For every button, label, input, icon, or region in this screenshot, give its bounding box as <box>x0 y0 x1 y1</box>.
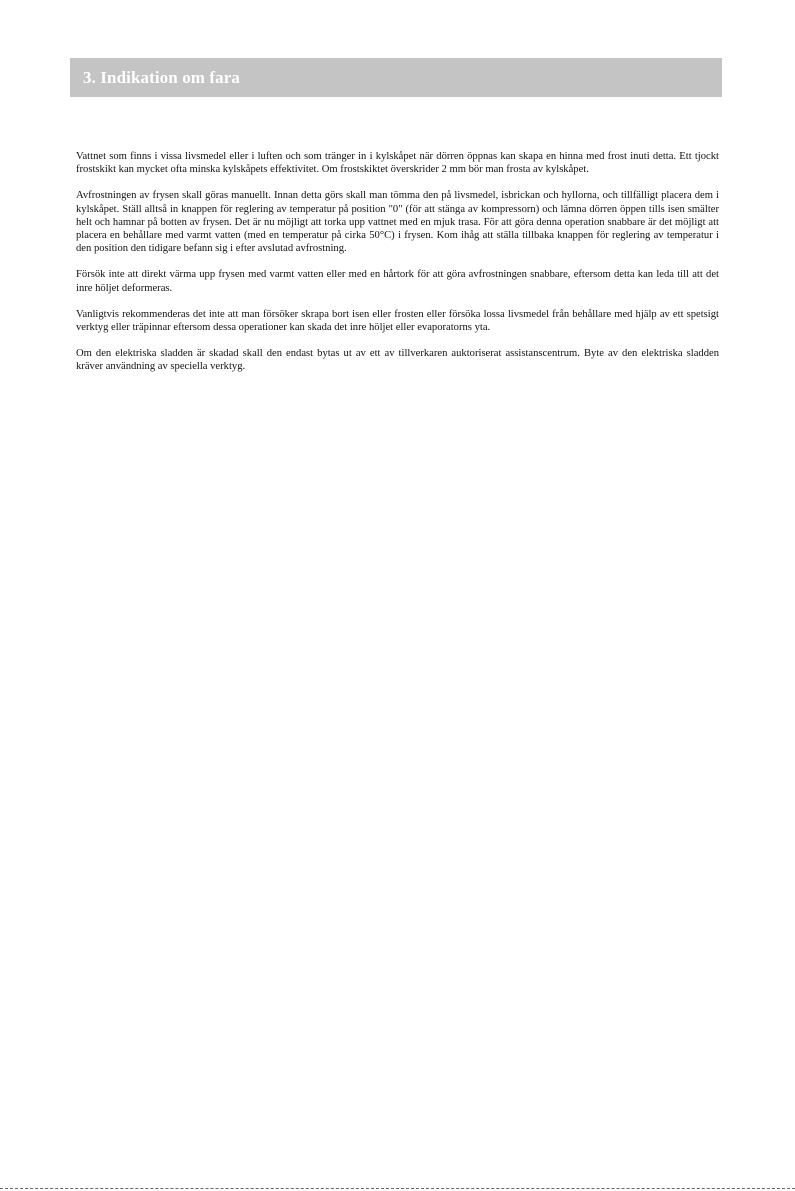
section-title: 3. Indikation om fara <box>83 67 241 87</box>
paragraph-power-cord: Om den elektriska sladden är skadad skall den endast bytas ut av ett av tillverkaren auktoriserat assistanscentrum. Byte av den elektriska sladden kräver användning av speciella verktyg. <box>76 348 719 373</box>
paragraph-no-direct-heating: Försök inte att direkt värma upp frysen med varmt vatten eller med en hårtork för att göra avfrostningen snabbare, eftersom detta kan leda till att det inre höljet deformeras. <box>76 269 719 294</box>
section-header-bar <box>70 58 722 97</box>
document-body <box>76 150 719 387</box>
paragraph-no-scraping: Vanligtvis rekommenderas det inte att man försöker skrapa bort isen eller frosten eller försöka lossa livsmedel från behållare med hjälp av ett spetsigt verktyg eller träpinnar eftersom dessa operationer kan skada det inre höljet eller evaporatorns yta. <box>76 308 719 334</box>
page-bottom-divider <box>0 1188 795 1189</box>
paragraph-defrosting-procedure: Avfrostningen av frysen skall göras manuellt. Innan detta görs skall man tömma den på livsmedel, isbrickan och hyllorna, och tillfälligt placera dem i kylskåpet. Ställ alltså in knappen för reglering av temperatur på position "0" (för att stänga av kompressorn) och lämna dörren öppen tills isen smälter helt och hamnar på botten av frysen. Det är nu möjligt att torka upp vattnet med en mjuk trasa. För att göra denna operation snabbare är det möjligt att placera en behållare med varmt vatten (med en temperatur på cirka 50°C) i frysen. Kom ihåg att ställa tillbaka knappen för reglering av temperatur i den position den tidigare befann sig i efter avslutad avfrostning. <box>76 190 719 255</box>
paragraph-frost-buildup: Vattnet som finns i vissa livsmedel eller i luften och som tränger in i kylskåpet när dörren öppnas kan skapa en hinna med frost inuti detta. Ett tjockt frostskikt kan mycket ofta minska kylskåpets effektivitet. Om frostskiktet överskrider 2 mm bör man frosta av kylskåpet. <box>76 151 719 176</box>
